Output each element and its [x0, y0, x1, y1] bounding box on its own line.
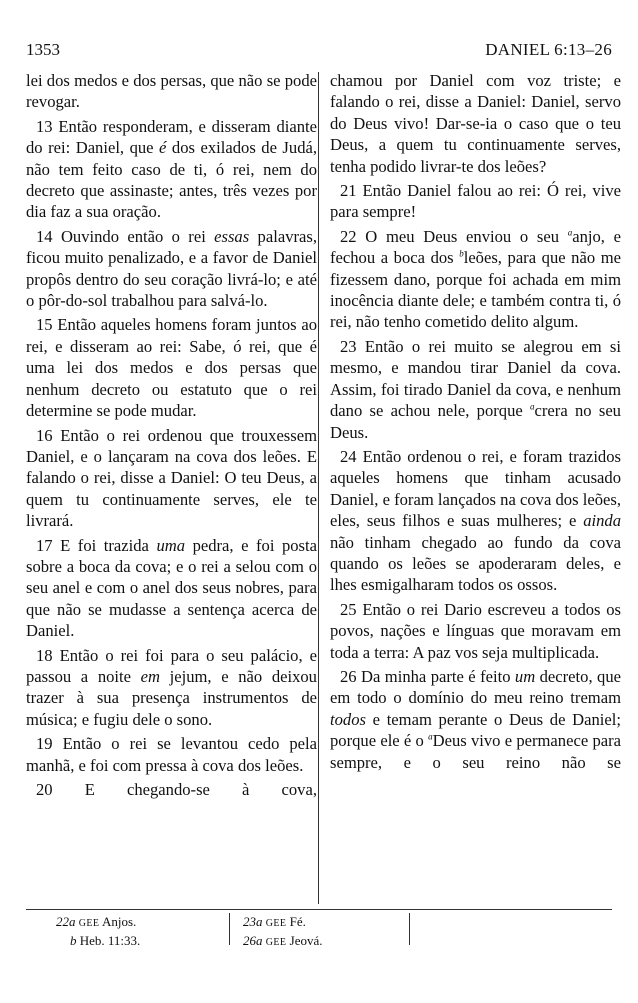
footnote-rule — [26, 909, 612, 910]
footnote-entry — [243, 932, 323, 951]
verse-paragraph: 22 O meu Deus enviou o seu $^a$anjo, e fechou a boca dos $^b$leões, para que não me fizessem dano, porque foi achada em mim inocência diante dele; e também contra ti, ó rei, não tenho cometido delito algum. — [330, 226, 621, 332]
verse-paragraph: lei dos medos e dos persas, que não se pode revogar. — [26, 71, 317, 112]
footnote-column-2 — [243, 913, 323, 951]
verse-paragraph: 18 Então o rei foi para o seu palácio, e passou a noite em jejum, e não deixou trazer à sua presença instrumentos de música; e fugiu dele o sono. — [26, 645, 317, 729]
footnote-ref: b — [70, 933, 77, 948]
running-head: DANIEL 6:13–26 — [485, 40, 612, 59]
verse-paragraph: 21 Então Daniel falou ao rei: Ó rei, vive para sempre! — [330, 181, 621, 222]
verse-paragraph: 19 Então o rei se levantou cedo pela manhã, e foi com pressa à cova dos leões. — [26, 734, 317, 775]
footnote-entry — [243, 913, 323, 932]
footnote-text: Heb. 11:33. — [79, 933, 141, 948]
left-text-column — [26, 70, 317, 803]
verse-paragraph: chamou por Daniel com voz triste; e falando o rei, disse a Daniel: Daniel, servo do Deus vivo! Dar-se-ia o caso que o teu Deus, a quem tu continuamente serves, tenha podido livrar-te dos leões? — [330, 71, 621, 176]
footnote-ref: 23a — [243, 914, 263, 929]
verse-paragraph: 16 Então o rei ordenou que trouxessem Daniel, e o lançaram na cova dos leões. E falando o rei, disse a Daniel: O teu Deus, a quem tu continuamente serves, ele te livrará. — [26, 425, 317, 531]
verse-paragraph: 17 E foi trazida uma pedra, e foi posta sobre a boca da cova; e o rei a selou com o seu anel e com o anel dos seus nobres, para que não se mudasse a sentença acerca de Daniel. — [26, 535, 317, 641]
footnote-text: Anjos. — [101, 914, 137, 929]
verse-paragraph: 24 Então ordenou o rei, e foram trazidos aqueles homens que tinham acusado Daniel, e foram lançados na cova dos leões, eles, seus filhos e suas mulheres; e ainda não tinham chegado ao fundo da cova quando os leões se apoderaram deles, e lhes esmigalharam todos os ossos. — [330, 446, 621, 595]
footnote-entry — [56, 932, 140, 949]
footnote-text: Jeová. — [289, 933, 323, 948]
verse-paragraph: 20 E chegando-se à cova, — [36, 780, 317, 799]
footnote-divider — [409, 913, 410, 945]
footnote-ref: 26a — [243, 933, 263, 948]
footnote-tag: GEE — [78, 918, 100, 929]
verse-paragraph: 25 Então o rei Dario escreveu a todos os povos, nações e línguas que moravam em toda a terra: A paz vos seja multiplicada. — [330, 599, 621, 662]
page-number: 1353 — [26, 40, 60, 59]
verse-paragraph: 23 Então o rei muito se alegrou em si mesmo, e mandou tirar Daniel da cova. Assim, foi tirado Daniel da cova, e nenhum dano se achou nele, porque $^a$crera no seu Deus. — [330, 336, 621, 442]
verse-paragraph: 26 Da minha parte é feito um decreto, que em todo o domínio do meu reino tremam todos e temam perante o Deus de Daniel; porque ele é o $^a$Deus vivo e permanece para sempre, e o seu reino não se — [330, 666, 621, 772]
page-header — [26, 40, 612, 68]
footnote-divider — [229, 913, 230, 945]
footnote-ref: 22a — [56, 914, 76, 929]
footnote-tag: GEE — [265, 937, 287, 948]
footnote-column-1 — [56, 913, 140, 949]
footnote-entry — [56, 913, 140, 932]
column-divider — [318, 72, 319, 904]
verse-paragraph: 14 Ouvindo então o rei essas palavras, ficou muito penalizado, e a favor de Daniel propôs dentro do seu coração livrá-lo; e até o pôr-do-sol trabalhou para salvá-lo. — [26, 226, 317, 311]
verse-paragraph: 13 Então responderam, e disseram diante do rei: Daniel, que é dos exilados de Judá, não tem feito caso de ti, ó rei, nem do decreto que assinaste; antes, três vezes por dia faz a sua oração. — [26, 116, 317, 222]
verse-paragraph: 15 Então aqueles homens foram juntos ao rei, e disseram ao rei: Sabe, ó rei, que é uma lei dos medos e dos persas que nenhum decreto ou estatuto que o rei determine se pode mudar. — [26, 315, 317, 421]
footnote-tag: GEE — [265, 918, 287, 929]
footnote-text: Fé. — [289, 914, 306, 929]
right-text-column — [330, 70, 621, 776]
